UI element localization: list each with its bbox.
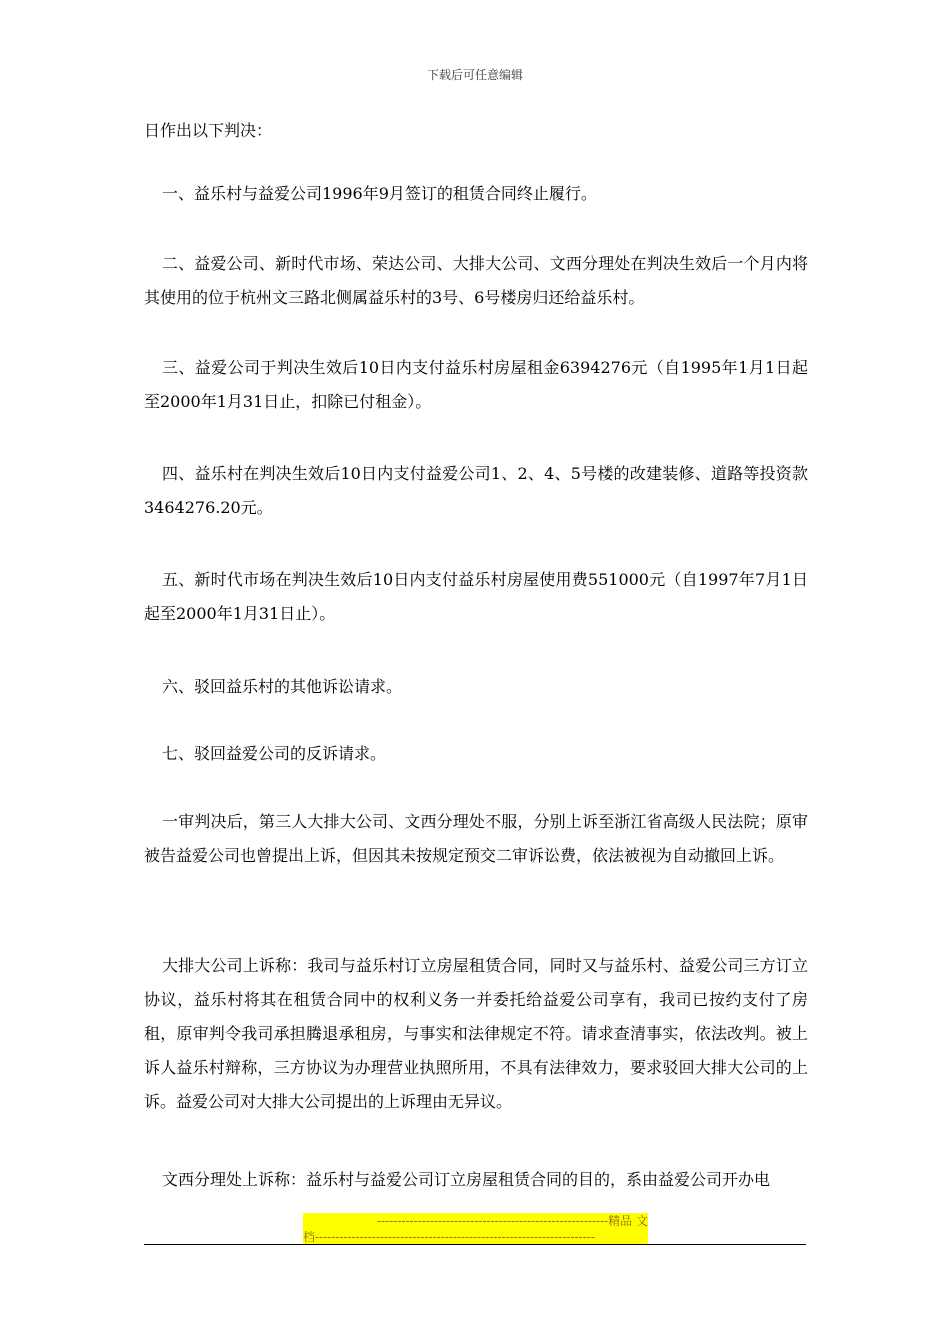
paragraph-ruling-1: 一、益乐村与益爱公司1996年9月签订的租赁合同终止履行。: [162, 184, 597, 203]
footer-divider: [144, 1244, 806, 1245]
paragraph-ruling-3: 三、益爱公司于判决生效后10日内支付益乐村房屋租金6394276元（自1995年1月1日起至2000年1月31日止，扣除已付租金）。: [144, 358, 808, 411]
paragraph-ruling-6: 六、驳回益乐村的其他诉讼请求。: [162, 677, 403, 696]
paragraph-appeal-summary: 一审判决后，第三人大排大公司、文西分理处不服，分别上诉至浙江省高级人民法院；原审被告益爱公司也曾提出上诉，但因其未按规定预交二审诉讼费，依法被视为自动撤回上诉。: [144, 812, 808, 865]
paragraph-ruling-7: 七、驳回益爱公司的反诉请求。: [162, 744, 387, 763]
paragraph-ruling-5: 五、新时代市场在判决生效后10日内支付益乐村房屋使用费551000元（自1997年7月1日起至2000年1月31日止）。: [144, 570, 808, 623]
paragraph-ruling-4: 四、益乐村在判决生效后10日内支付益爱公司1、2、4、5号楼的改建装修、道路等投资款3464276.20元。: [144, 464, 808, 517]
paragraph-opening: 日作出以下判决：: [144, 121, 273, 140]
paragraph-ruling-2: 二、益爱公司、新时代市场、荣达公司、大排大公司、文西分理处在判决生效后一个月内将其使用的位于杭州文三路北侧属益乐村的3号、6号楼房归还给益乐村。: [144, 254, 808, 307]
paragraph-dapaida-appeal: 大排大公司上诉称：我司与益乐村订立房屋租赁合同，同时又与益乐村、益爱公司三方订立协议，益乐村将其在租赁合同中的权利义务一并委托给益爱公司享有，我司已按约支付了房租，原审判令我司承担腾退承租房，与事实和法律规定不符。请求查清事实，依法改判。被上诉人益乐村辩称，三方协议为办理营业执照所用，不具有法律效力，要求驳回大排大公司的上诉。益爱公司对大排大公司提出的上诉理由无异议。: [144, 956, 808, 1111]
footer-watermark-line2: 档---------------------------------------------------------------------: [303, 1230, 595, 1244]
page-header: 下载后可任意编辑: [426, 68, 523, 82]
footer-watermark-line1: ---------------------------------------------------------精品 文: [377, 1214, 648, 1228]
footer-watermark: [303, 1213, 648, 1245]
paragraph-wenxi-appeal: 文西分理处上诉称：益乐村与益爱公司订立房屋租赁合同的目的，系由益爱公司开办电: [162, 1170, 771, 1189]
